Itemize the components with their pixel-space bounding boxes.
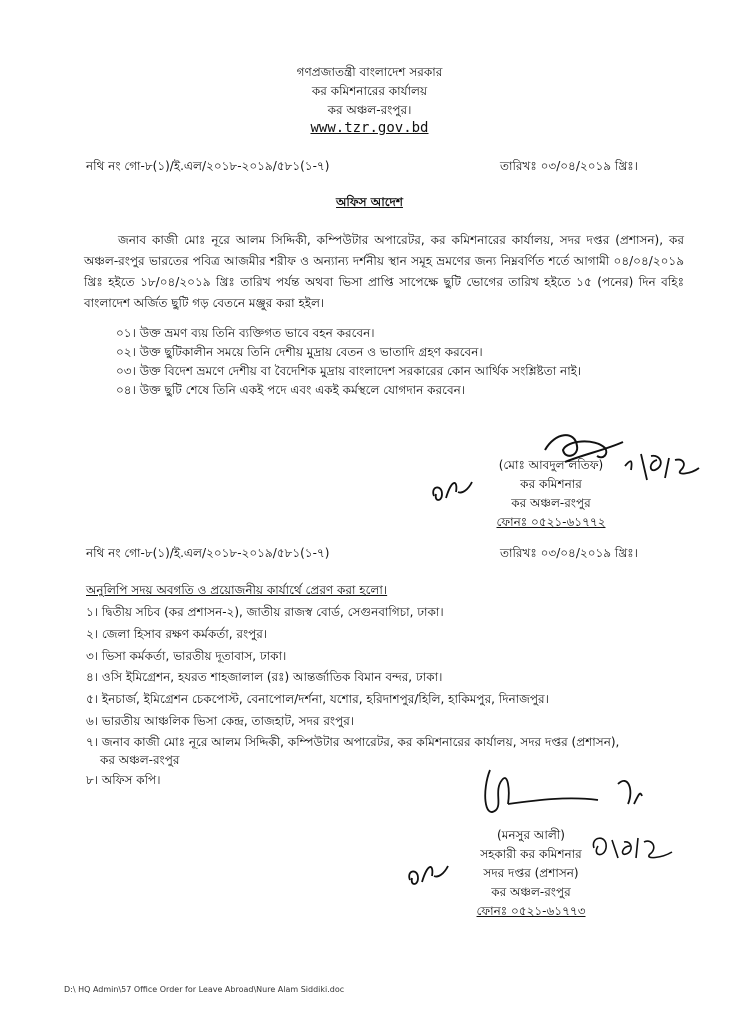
- signatory1-name: (মোঃ আবদুল লতিফ): [498, 458, 604, 472]
- recipient-item: ২। জেলা হিসাব রক্ষণ কর্মকর্তা, রংপুর।: [86, 627, 268, 641]
- memo-ref-top: নথি নং গো-৮(১)/ই.এল/২০১৮-২০১৯/৫৮১(১-৭): [86, 159, 330, 173]
- signatory2-office1: সদর দপ্তর (প্রশাসন): [483, 866, 579, 880]
- memo-date-bottom: তারিখঃ ০৩/০৪/২০১৯ খ্রিঃ।: [500, 546, 638, 560]
- office-name: কর কমিশনারের কার্যালয়: [311, 84, 428, 98]
- recipient-item: ৭। জনাব কাজী মোঃ নূরে আলম সিদ্দিকী, কম্পিউটার অপারেটর, কর কমিশনারের কার্যালয়, সদর দপ্তর (প্রশাসন),: [86, 735, 620, 749]
- signatory2-block: [466, 826, 596, 921]
- recipient-item-continued: কর অঞ্চল-রংপুর: [100, 753, 180, 767]
- recipient-item: ৩। ভিসা কর্মকর্তা, ভারতীয় দূতাবাস, ঢাকা।: [86, 649, 287, 663]
- memo-date-top: তারিখঃ ০৩/০৪/২০১৯ খ্রিঃ।: [500, 159, 638, 173]
- condition-item: ০৪। উক্ত ছুটি শেষে তিনি একই পদে এবং একই কর্মস্থলে যোগদান করবেন।: [116, 383, 466, 397]
- govt-name: গণপ্রজাতন্ত্রী বাংলাদেশ সরকার: [296, 65, 443, 79]
- initial-mark: [428, 468, 488, 508]
- signatory1-office: কর অঞ্চল-রংপুর: [511, 496, 591, 510]
- initial-mark-2: [404, 852, 464, 892]
- copy-heading: অনুলিপি সদয় অবগতি ও প্রয়োজনীয় কার্যার্থে প্রেরণ করা হলো।: [86, 583, 388, 597]
- signatory2-name: (মনসুর আলী): [497, 828, 565, 842]
- signatory2-phone: ফোনঃ ০৫২১-৬১৭৭৩: [476, 904, 586, 918]
- recipient-item: ৮। অফিস কপি।: [86, 773, 161, 787]
- signatory1-phone: ফোনঃ ০৫২১-৬১৭৭২: [496, 515, 606, 529]
- memo-ref-bottom: নথি নং গো-৮(১)/ই.এল/২০১৮-২০১৯/৫৮১(১-৭): [86, 546, 330, 560]
- condition-item: ০১। উক্ত ভ্রমণ ব্যয় তিনি ব্যক্তিগত ভাবে বহন করবেন।: [116, 326, 375, 340]
- condition-item: ০২। উক্ত ছুটিকালীন সময়ে তিনি দেশীয় মুদ্রায় বেতন ও ভাতাদি গ্রহণ করবেন।: [116, 345, 483, 359]
- recipient-item: ৫। ইনচার্জ, ইমিগ্রেশন চেকপোস্ট, বেনাপোল/দর্শনা, যশোর, হরিদাশপুর/হিলি, হাকিমপুর, দিনাজপুর।: [86, 692, 549, 706]
- website-link[interactable]: www.tzr.gov.bd: [310, 120, 429, 136]
- recipient-item: ৬। ভারতীয় আঞ্চলিক ভিসা কেন্দ্র, তাজহাট, সদর রংপুর।: [86, 714, 355, 728]
- signatory2-office2: কর অঞ্চল-রংপুর: [491, 885, 571, 899]
- signatory1-designation: কর কমিশনার: [520, 477, 582, 491]
- zone-name: কর অঞ্চল-রংপুর।: [327, 103, 412, 117]
- file-path-footer: D:\ HQ Admin\57 Office Order for Leave Abroad\Nure Alam Siddiki.doc: [64, 985, 345, 994]
- date-scribble: [588, 828, 678, 868]
- order-body: জনাব কাজী মোঃ নূরে আলম সিদ্দিকী, কম্পিউটার অপারেটর, কর কমিশনারের কার্যালয়, সদর দপ্তর (প্রশাসন), কর অঞ্চল-রংপুর ভারতের পবিত্র আজমীর শরীফ ও অন্যান্য দর্শনীয় স্থান সমূহ ভ্রমণের জন্য নিম্নবর্ণিত শর্তে আগামী ০৪/০৪/২০১৯ খ্রিঃ হইতে ১৮/০৪/২০১৯ খ্রিঃ তারিখ পর্যন্ত অথবা ভিসা প্রাপ্তি সাপেক্ষে ছুটি ভোগের তারিখ হইতে ১৫ (পনের) দিন বহিঃ বাংলাদেশ অর্জিত ছুটি গড় বেতনে মঞ্জুর করা হইল।: [84, 233, 684, 310]
- signatory1-block: [486, 456, 616, 532]
- recipient-item: ১। দ্বিতীয় সচিব (কর প্রশাসন-২), জাতীয় রাজস্ব বোর্ড, সেগুনবাগিচা, ঢাকা।: [86, 605, 444, 619]
- recipient-item: ৪। ওসি ইমিগ্রেশন, হযরত শাহজালাল (রঃ) আন্তর্জাতিক বিমান বন্দর, ঢাকা।: [86, 670, 443, 684]
- order-title: অফিস আদেশ: [336, 195, 403, 209]
- condition-item: ০৩। উক্ত বিদেশ ভ্রমণে দেশীয় বা বৈদেশিক মুদ্রায় বাংলাদেশ সরকারের কোন আর্থিক সংশ্লিষ্টতা নাই।: [116, 364, 582, 378]
- signatory2-designation: সহকারী কর কমিশনার: [480, 847, 582, 861]
